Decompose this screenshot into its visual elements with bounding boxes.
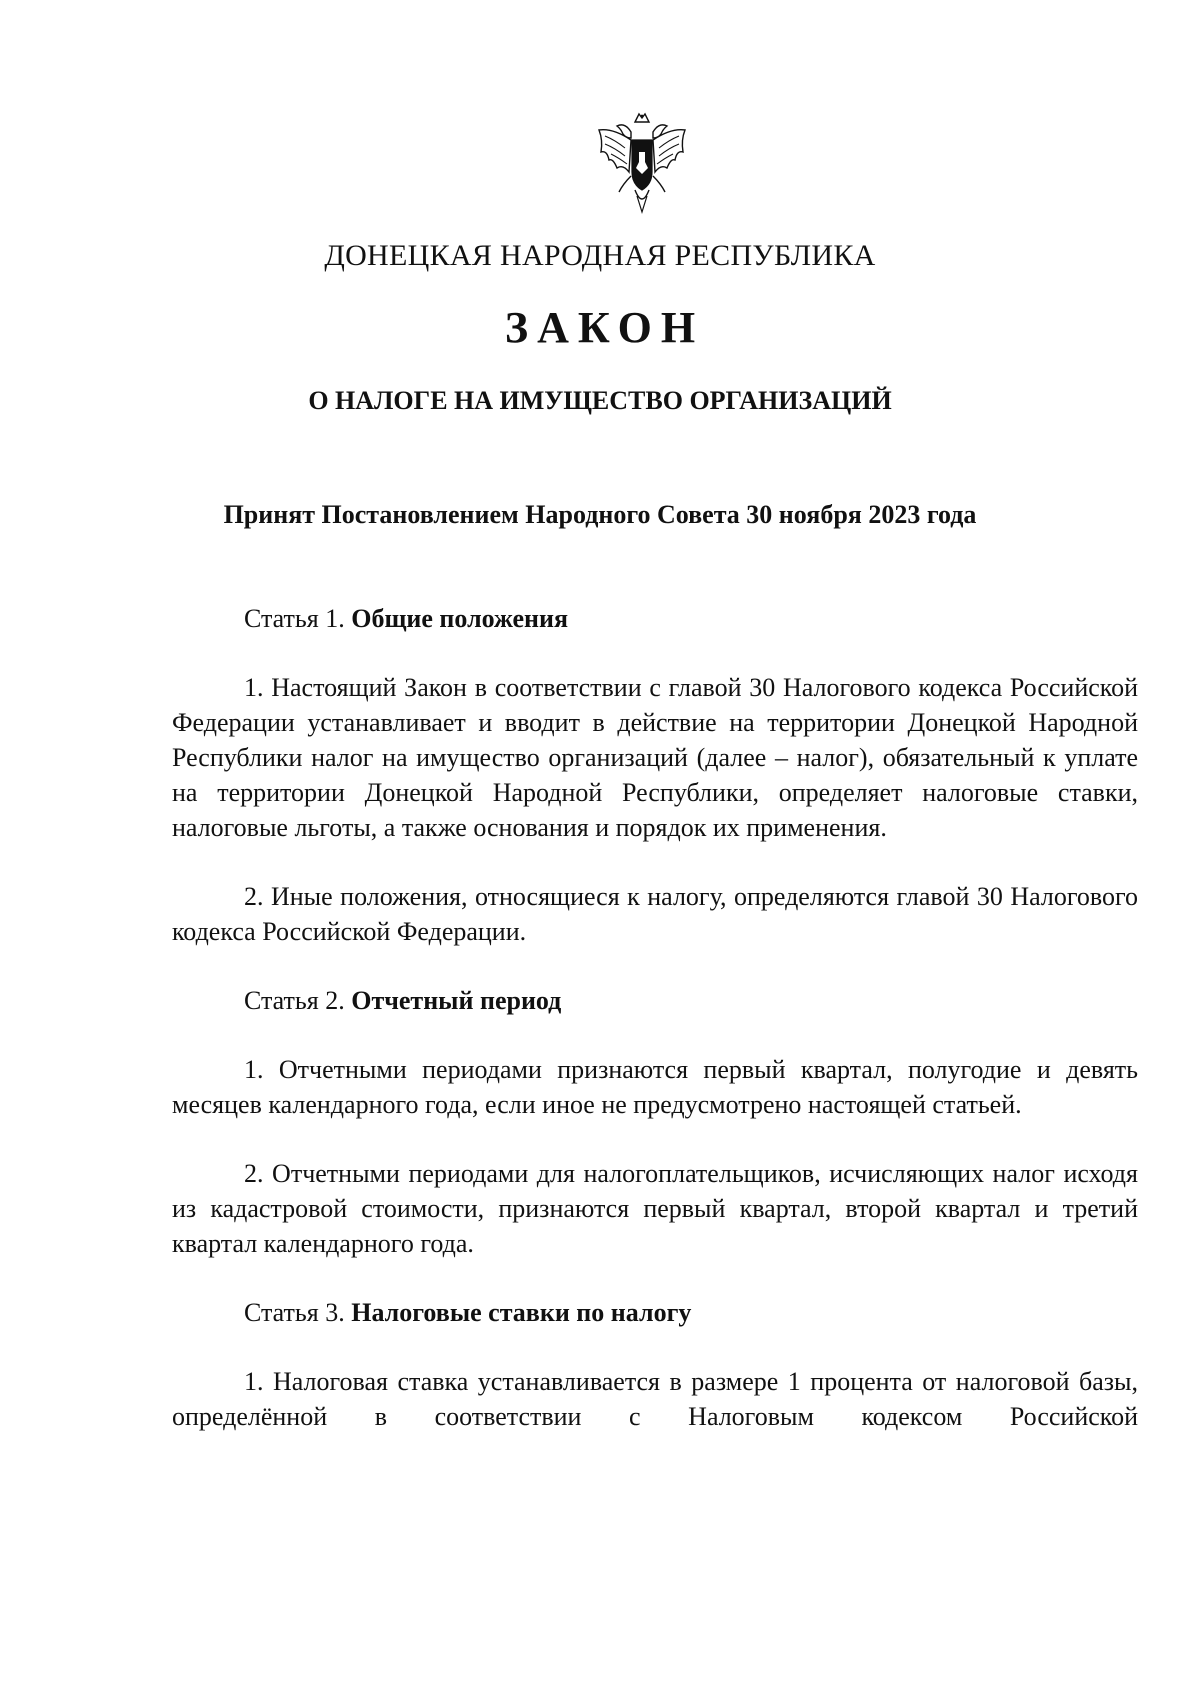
republic-name: ДОНЕЦКАЯ НАРОДНАЯ РЕСПУБЛИКА	[324, 239, 876, 272]
article-paragraph: 2. Отчетными периодами для налогоплательщиков, исчисляющих налог исходя из кадастровой стоимости, признаются первый квартал, второй квартал и третий квартал календарного года.	[172, 1159, 1138, 1258]
article-paragraph: 1. Налоговая ставка устанавливается в размере 1 процента от налоговой базы, определённой в соответствии с Налоговым кодексом Российской	[172, 1367, 1138, 1431]
article-label: Статья 2.	[244, 986, 345, 1015]
article-heading	[172, 983, 1138, 1018]
article-label: Статья 3.	[244, 1298, 345, 1327]
article-label: Статья 1.	[244, 604, 345, 633]
law-title: О НАЛОГЕ НА ИМУЩЕСТВО ОРГАНИЗАЦИЙ	[308, 386, 892, 415]
adoption-note: Принят Постановлением Народного Совета 30 ноября 2023 года	[223, 500, 977, 529]
article-heading	[172, 601, 1138, 636]
article-paragraph: 2. Иные положения, относящиеся к налогу, определяются главой 30 Налогового кодекса Российской Федерации.	[172, 882, 1138, 946]
article-title: Общие положения	[351, 604, 569, 633]
document-type: ЗАКОН	[504, 303, 705, 352]
article-paragraph: 1. Отчетными периодами признаются первый квартал, полугодие и девять месяцев календарного года, если иное не предусмотрено настоящей статьей.	[172, 1055, 1138, 1119]
coat-of-arms-emblem	[595, 112, 689, 216]
article-heading	[172, 1295, 1138, 1330]
article-paragraph: 1. Настоящий Закон в соответствии с главой 30 Налогового кодекса Российской Федерации устанавливает и вводит в действие на территории Донецкой Народной Республики налог на имущество организаций (далее – налог), обязательный к уплате на территории Донецкой Народной Республики, определяет налоговые ставки, налоговые льготы, а также основания и порядок их применения.	[172, 673, 1138, 842]
law-body	[172, 601, 1138, 1434]
article-title: Налоговые ставки по налогу	[351, 1298, 692, 1327]
article-title: Отчетный период	[351, 986, 562, 1015]
